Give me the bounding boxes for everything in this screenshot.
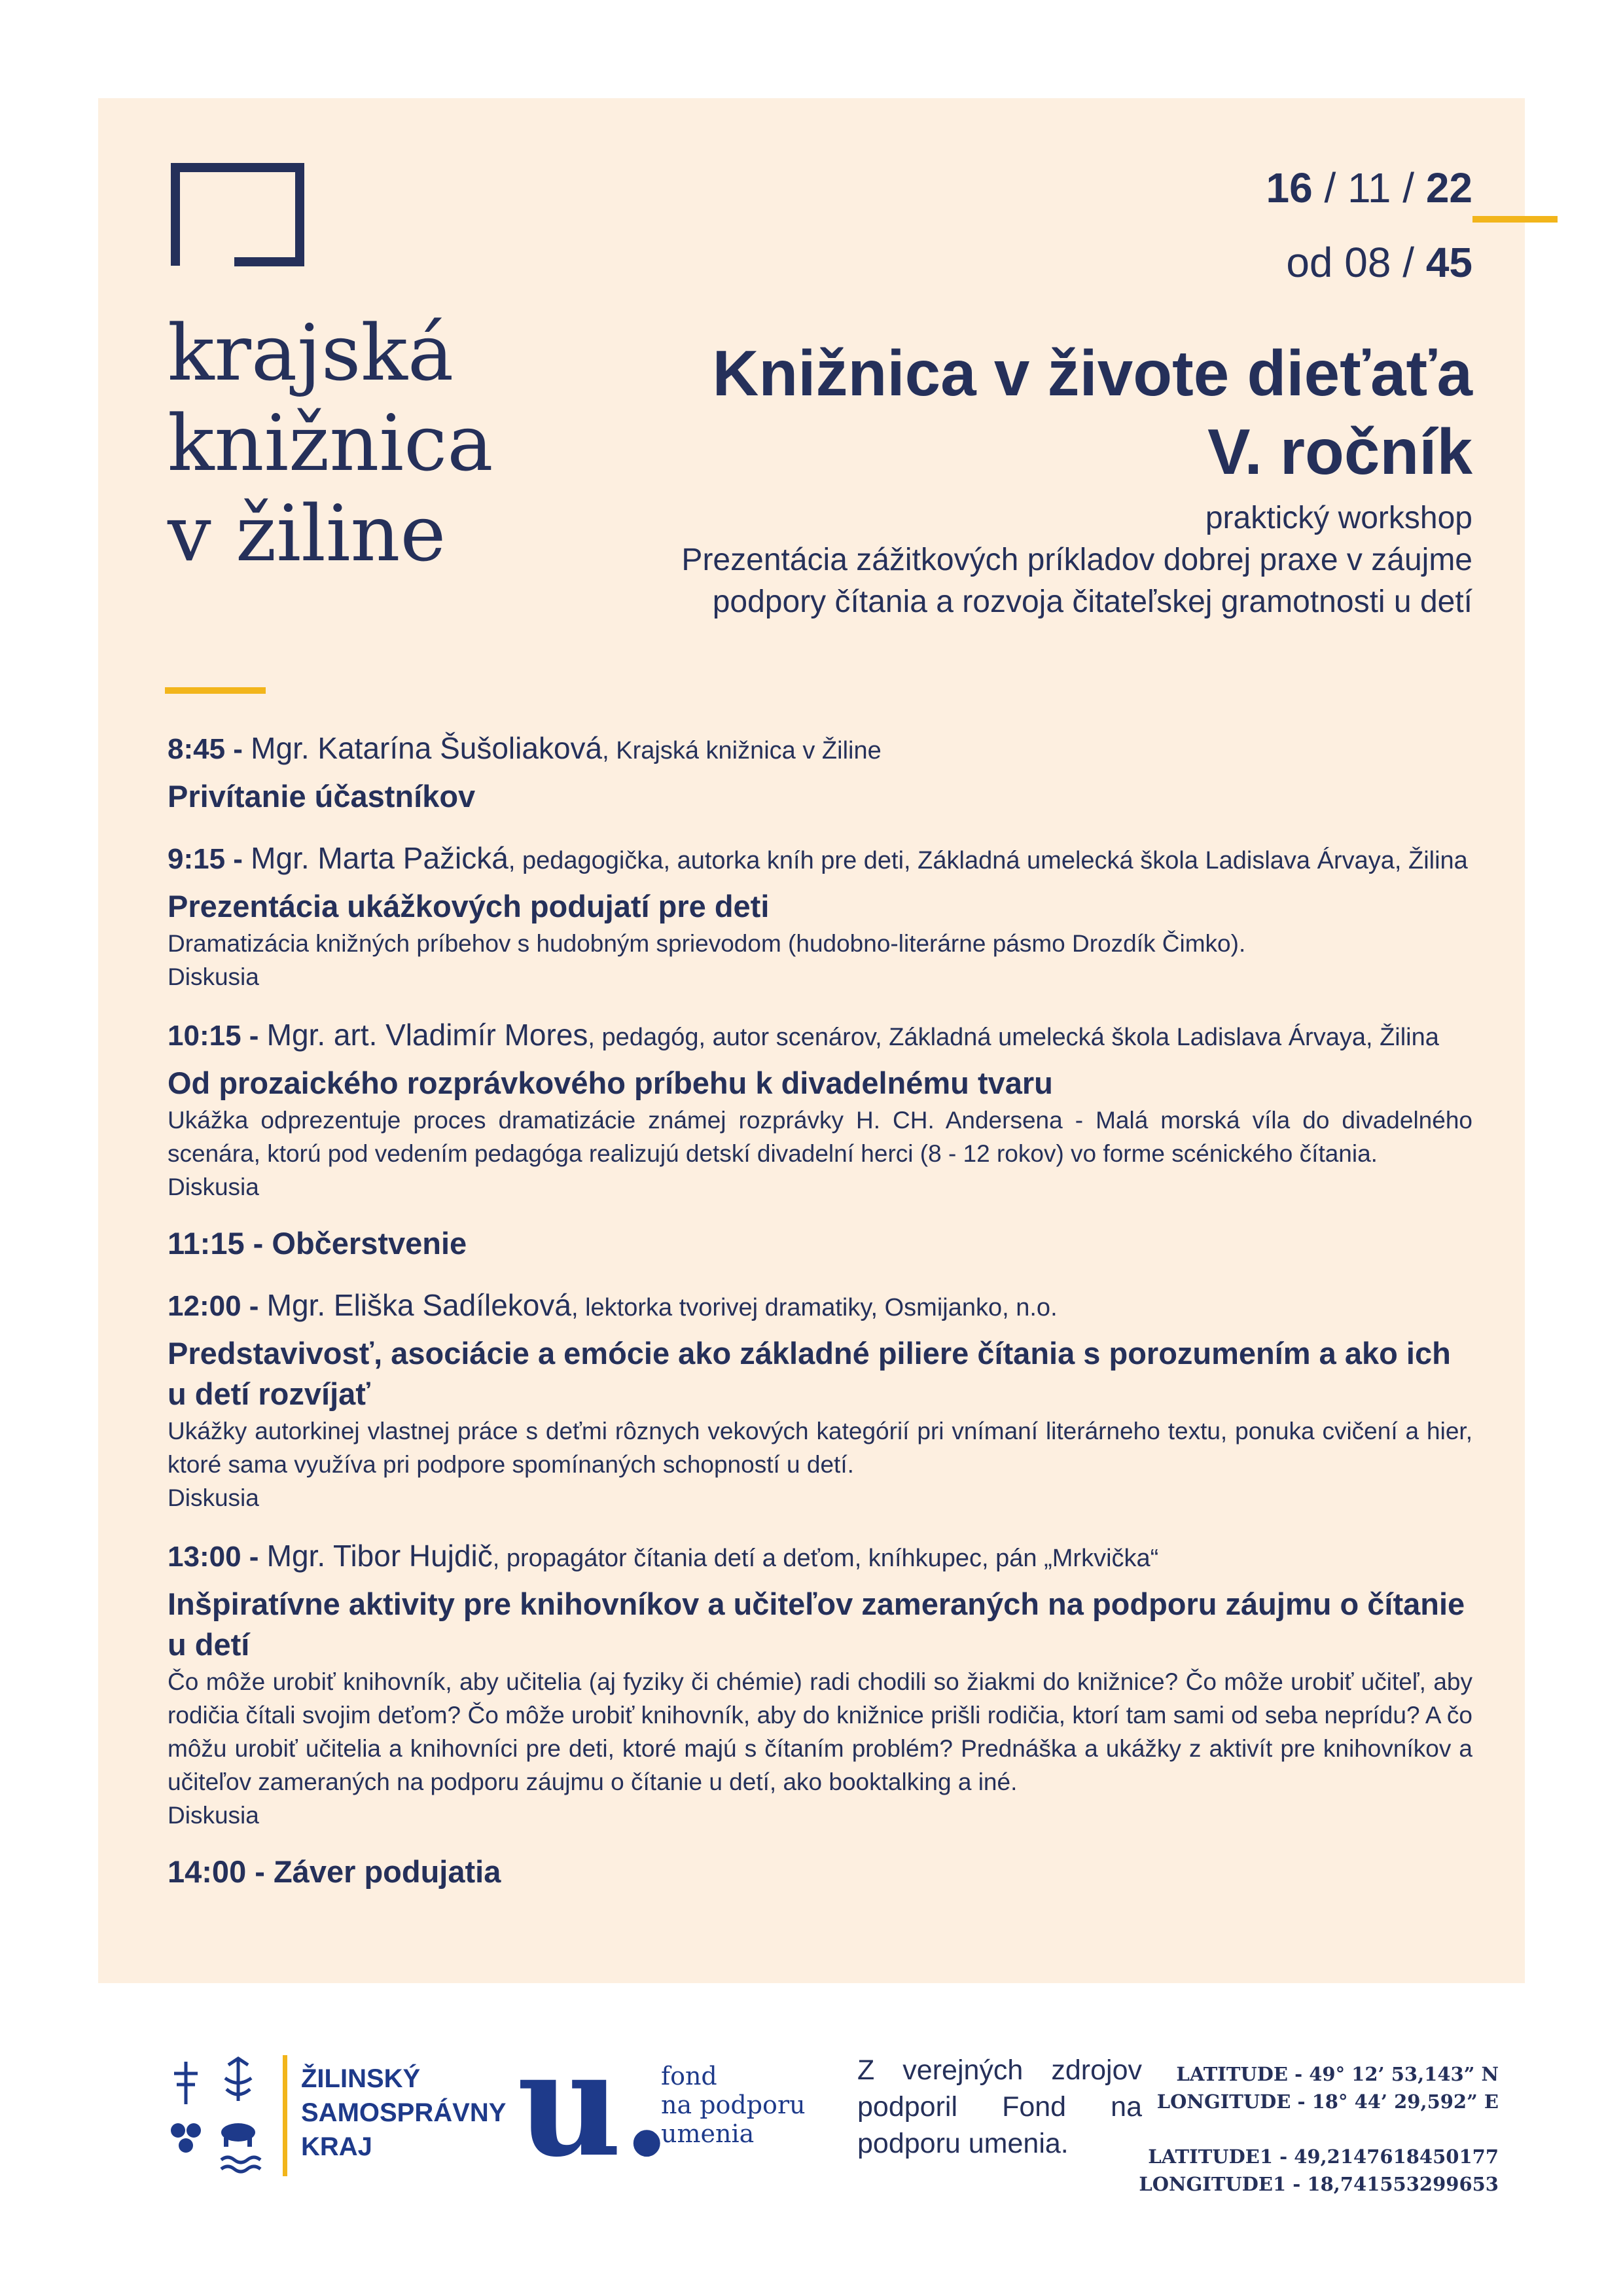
program-topic: Od prozaického rozprávkového príbehu k divadelnému tvaru	[168, 1066, 1053, 1100]
program-item: 9:15 - Mgr. Marta Pažická, pedagogička, autorka kníh pre deti, Základná umelecká škola Ladislava Árvaya, Žilina Prezentácia ukážkových podujatí pre deti Dramatizácia knižných príbehov s hudobným sprievodom (hudobno-literárne pásmo Drozdík Čimko). Diskusia	[168, 836, 1472, 994]
fpu-logo-text: fond na podporu umenia	[661, 2062, 806, 2148]
library-name: krajská knižnica v žiline	[168, 308, 493, 579]
fpu-logo-letter: u.	[517, 2019, 672, 2189]
program-item	[168, 1852, 1472, 1892]
program-closing: 14:00 - Záver podujatia	[168, 1854, 501, 1889]
program-topic: Privítanie účastníkov	[168, 779, 476, 814]
program-discussion: Diskusia	[168, 1802, 259, 1829]
program-item: 12:00 - Mgr. Eliška Sadíleková, lektorka tvorivej dramatiky, Osmijanko, n.o. Predstavivosť, asociácie a emócie ako základné piliere čítania s porozumením a ako ich u detí rozvíjať Ukážky autorkinej vlastnej práce s deťmi rôznych vekových kategórií pri vnímaní literárneho textu, ponuka cvičení a hier, ktoré sama využíva pri podpore spomínaných schopností u detí. Diskusia	[168, 1283, 1472, 1515]
program-description: Dramatizácia knižných príbehov s hudobným sprievodom (hudobno-literárne pásmo Drozdík Čimko).	[168, 930, 1246, 957]
support-statement: Z verejných zdrojov podporil Fond na podporu umenia.	[857, 2054, 1142, 2159]
page-title: Knižnica v živote dieťaťa V. ročník	[712, 337, 1472, 488]
program-topic: Prezentácia ukážkových podujatí pre deti	[168, 889, 770, 924]
program-description: Ukážky autorkinej vlastnej práce s deťmi rôznych vekových kategórií pri vnímaní literárneho textu, ponuka cvičení a hier, ktoré sama využíva pri podpore spomínaných schopností u detí.	[168, 1418, 1472, 1478]
accent-bar-left	[165, 687, 266, 694]
program-discussion: Diskusia	[168, 1484, 259, 1511]
program-break: 11:15 - Občerstvenie	[168, 1226, 467, 1261]
program-list	[168, 726, 1472, 1912]
program-discussion: Diskusia	[168, 1174, 259, 1200]
program-topic: Predstavivosť, asociácie a emócie ako základné piliere čítania s porozumením a ako ich u detí rozvíjať	[168, 1336, 1451, 1411]
footer-divider	[283, 2055, 287, 2176]
coordinates: LATITUDE - 49° 12’ 53,143” N LONGITUDE - 18° 44’ 29,592” E LATITUDE1 - 49,2147618450177 LONGITUDE1 - 18,741553299653	[1139, 2063, 1499, 2195]
accent-bar-top	[1472, 216, 1558, 223]
program-item: 13:00 - Mgr. Tibor Hujdič, propagátor čítania detí a deťom, kníhkupec, pán „Mrkvička“ Inšpiratívne aktivity pre knihovníkov a učiteľov zameraných na podporu záujmu o čítanie u detí Čo môže urobiť knihovník, aby učitelia (aj fyziky či chémie) radi chodili so žiakmi do knižnice? Čo môže urobiť učiteľ, aby rodičia čítali svojim deťom? Čo môže urobiť knihovník, aby do knižnice prišli rodičia, ktorí tam sami od seba neprídu? A čo môžu urobiť učitelia a knihovníci pre deti, ktoré majú s čítaním problém? Prednáška a ukážky z aktivít pre knihovníkov a učiteľov zameraných na podporu záujmu o čítanie u detí, ako booktalking a iné. Diskusia	[168, 1534, 1472, 1832]
event-date: 16 / 11 / 22	[1266, 164, 1472, 211]
program-item: 8:45 - Mgr. Katarína Šušoliaková, Krajská knižnica v Žiline Privítanie účastníkov	[168, 726, 1472, 817]
page-subtitle: praktický workshop Prezentácia zážitkových príkladov dobrej praxe v záujme podpory čítania a rozvoja čitateľskej gramotnosti u detí	[681, 501, 1472, 619]
event-time: od 08 / 45	[1286, 239, 1472, 286]
program-item	[168, 1223, 1472, 1264]
library-logo-icon	[169, 161, 305, 268]
program-topic: Inšpiratívne aktivity pre knihovníkov a učiteľov zameraných na podporu záujmu o čítanie u detí	[168, 1587, 1465, 1662]
zsk-coat-of-arms-icon	[166, 2049, 271, 2179]
program-item: 10:15 - Mgr. art. Vladimír Mores, pedagóg, autor scenárov, Základná umelecká škola Ladislava Árvaya, Žilina Od prozaického rozprávkového príbehu k divadelnému tvaru Ukážka odprezentuje proces dramatizácie známej rozprávky H. CH. Andersena - Malá morská víla do divadelného scenára, ktorú pod vedením pedagóga realizujú detskí divadelní herci (8 - 12 rokov) vo forme scénického čítania. Diskusia	[168, 1013, 1472, 1204]
program-discussion: Diskusia	[168, 963, 259, 990]
zsk-logo-text: ŽILINSKÝ SAMOSPRÁVNY KRAJ	[301, 2064, 507, 2161]
program-description: Ukážka odprezentuje proces dramatizácie známej rozprávky H. CH. Andersena - Malá morská víla do divadelného scenára, ktorú pod vedením pedagóga realizujú detskí divadelní herci (8 - 12 rokov) vo forme scénického čítania.	[168, 1107, 1472, 1167]
program-description: Čo môže urobiť knihovník, aby učitelia (aj fyziky či chémie) radi chodili so žiakmi do knižnice? Čo môže urobiť učiteľ, aby rodičia čítali svojim deťom? Čo môže urobiť knihovník, aby do knižnice prišli rodičia, ktorí tam sami od seba neprídu? A čo môžu urobiť učitelia a knihovníci pre deti, ktoré majú s čítaním problém? Prednáška a ukážky z aktivít pre knihovníkov a učiteľov zameraných na podporu záujmu o čítanie u detí, ako booktalking a iné.	[168, 1668, 1472, 1795]
